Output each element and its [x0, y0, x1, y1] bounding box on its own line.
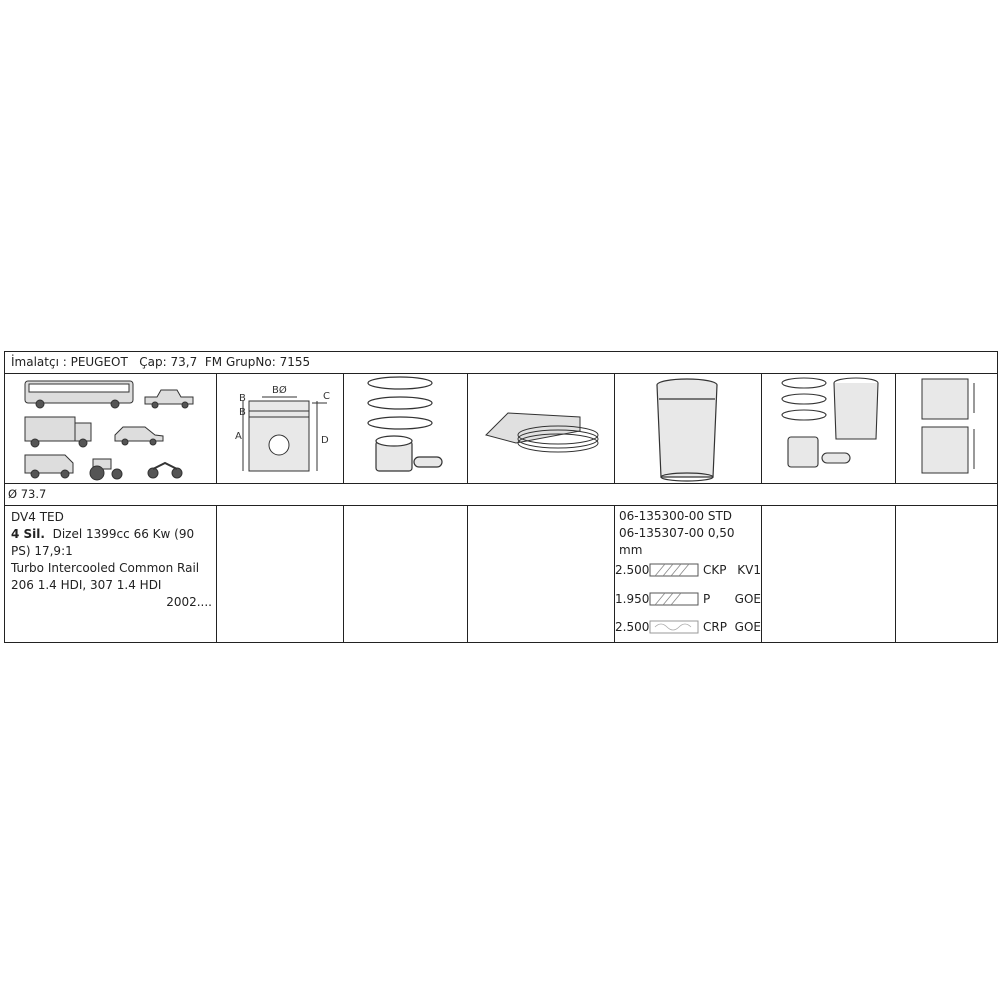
engine-spec-line	[11, 526, 212, 543]
vehicle-types-icon	[5, 373, 215, 483]
part-codes-cell	[615, 505, 762, 642]
piston-rings-icon	[468, 373, 613, 483]
ring-code: GOE	[734, 620, 761, 634]
empty-cell-3	[344, 505, 468, 642]
ring-type: CKP	[703, 563, 727, 577]
dim-label-c: C	[323, 391, 330, 402]
code-std: 06-135300-00 STD	[619, 509, 733, 523]
ring-oil-icon	[649, 620, 699, 634]
ring-width: 1.950	[615, 592, 650, 606]
piston-section-icon	[896, 373, 996, 483]
vehicle-models: 206 1.4 HDI, 307 1.4 HDI	[11, 578, 162, 592]
group-label: FM GrupNo: 7155	[204, 355, 311, 369]
piston-liner-kit-icon	[762, 373, 894, 483]
diameter-label: Ø 73.7	[5, 483, 997, 506]
ring-type: P	[703, 592, 711, 606]
dim-label-b1: B	[239, 393, 246, 404]
header-line	[5, 352, 997, 374]
cylinder-liner-icon	[615, 373, 760, 483]
data-row	[5, 505, 997, 642]
engine-type: Turbo Intercooled Common Rail	[11, 561, 200, 575]
vehicle-types-cell	[5, 373, 217, 483]
ring-plain-icon	[649, 592, 699, 606]
piston-dimension-icon	[217, 373, 342, 483]
kit-cell	[762, 373, 896, 483]
image-row	[5, 373, 997, 484]
rings-cell	[468, 373, 615, 483]
empty-cell-7	[896, 505, 999, 642]
dim-label-a: A	[235, 431, 242, 442]
section-cell	[896, 373, 999, 483]
dim-label-b2: B	[239, 407, 246, 418]
ring-code: KV1	[737, 563, 761, 577]
engine-spec: Dizel 1399cc 66 Kw (90	[52, 527, 195, 541]
piston-with-rings-icon	[344, 373, 466, 483]
vehicle-info-cell	[5, 505, 217, 642]
ring-code: GOE	[734, 592, 761, 606]
empty-cell-6	[762, 505, 896, 642]
engine-code: DV4 TED	[11, 510, 64, 524]
dim-label-bo: BØ	[272, 385, 287, 396]
liner-cell	[615, 373, 762, 483]
ring-type: CRP	[703, 620, 727, 634]
empty-cell-2	[217, 505, 344, 642]
product-sheet	[4, 351, 998, 643]
manufacturer-label: İmalatçı : PEUGEOT	[11, 355, 128, 369]
empty-cell-4	[468, 505, 615, 642]
ring-width: 2.500	[615, 563, 650, 577]
ring-row-1	[615, 560, 761, 580]
code-oversize: 06-135307-00 0,50 mm	[619, 526, 735, 557]
ring-row-2	[615, 589, 761, 609]
ring-compression-icon	[649, 563, 699, 577]
engine-spec-2: PS) 17,9:1	[11, 544, 73, 558]
bore-label: Çap: 73,7	[139, 355, 198, 369]
vehicle-year: 2002....	[166, 595, 212, 609]
cylinder-count: 4 Sil.	[11, 527, 45, 541]
piston-dimension-cell	[217, 373, 344, 483]
dim-label-d: D	[321, 435, 329, 446]
ring-row-3	[615, 617, 761, 637]
ring-width: 2.500	[615, 620, 650, 634]
piston-rings-cell	[344, 373, 468, 483]
